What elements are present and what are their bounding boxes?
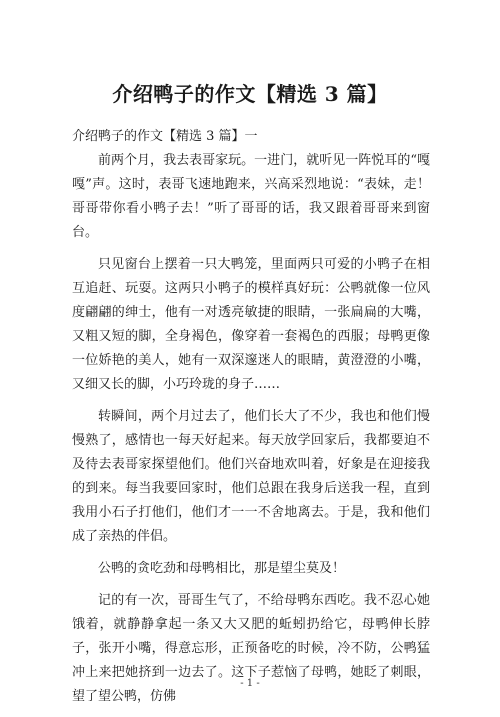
page-number: - 1 -	[240, 678, 260, 689]
paragraph: 只见窗台上摆着一只大鸭笼，里面两只可爱的小鸭子在相互追赶、玩耍。这两只小鸭子的模样真好玩：公鸭就像一位风度翩翩的绅士，他有一对透亮敏捷的眼睛，一张扁扁的大嘴，又粗又短的脚，全身褐色，像穿着一套褐色的西服；母鸭更像一位娇艳的美人，她有一双深邃迷人的眼睛，黄澄澄的小嘴，又细又长的脚，小巧玲珑的身子……	[72, 257, 430, 392]
paragraph: 公鸭的贪吃劲和母鸭相比，那是望尘莫及！	[98, 561, 346, 576]
document-title: 介绍鸭子的作文【精选 3 篇】	[112, 82, 388, 106]
essay-body	[72, 149, 430, 717]
paragraph: 前两个月，我去表哥家玩。一进门，就听见一阵悦耳的“嘎嘎”声。这时，表哥飞速地跑来，兴高采烈地说：“表妹，走！哥哥带你看小鸭子去！”听了哥哥的话，我又跟着哥哥来到窗台。	[72, 153, 430, 240]
paragraph: 转瞬间，两个月过去了，他们长大了不少，我也和他们慢慢熟了，感情也一每天好起来。每天放学回家后，我都要迫不及待去表哥家探望他们。他们兴奋地欢叫着，好象是在迎接我的到来。每当我要回家时，他们总跟在我身后送我一程，直到我用小石子打他们，他们才一一不舍地离去。于是，我和他们成了亲热的伴侣。	[72, 409, 430, 544]
paragraph: 记的有一次，哥哥生气了，不给母鸭东西吃。我不忍心她饿着，就静静拿起一条又大又肥的蚯蚓扔给它，母鸭伸长脖子，张开小嘴，得意忘形，正预备吃的时候，冷不防，公鸭猛冲上来把她挤到一边去了。这下子惹恼了母鸭，她眨了刺眼，望了望公鸭，仿佛	[72, 593, 430, 704]
essay-heading: 介绍鸭子的作文【精选 3 篇】一	[72, 129, 258, 144]
